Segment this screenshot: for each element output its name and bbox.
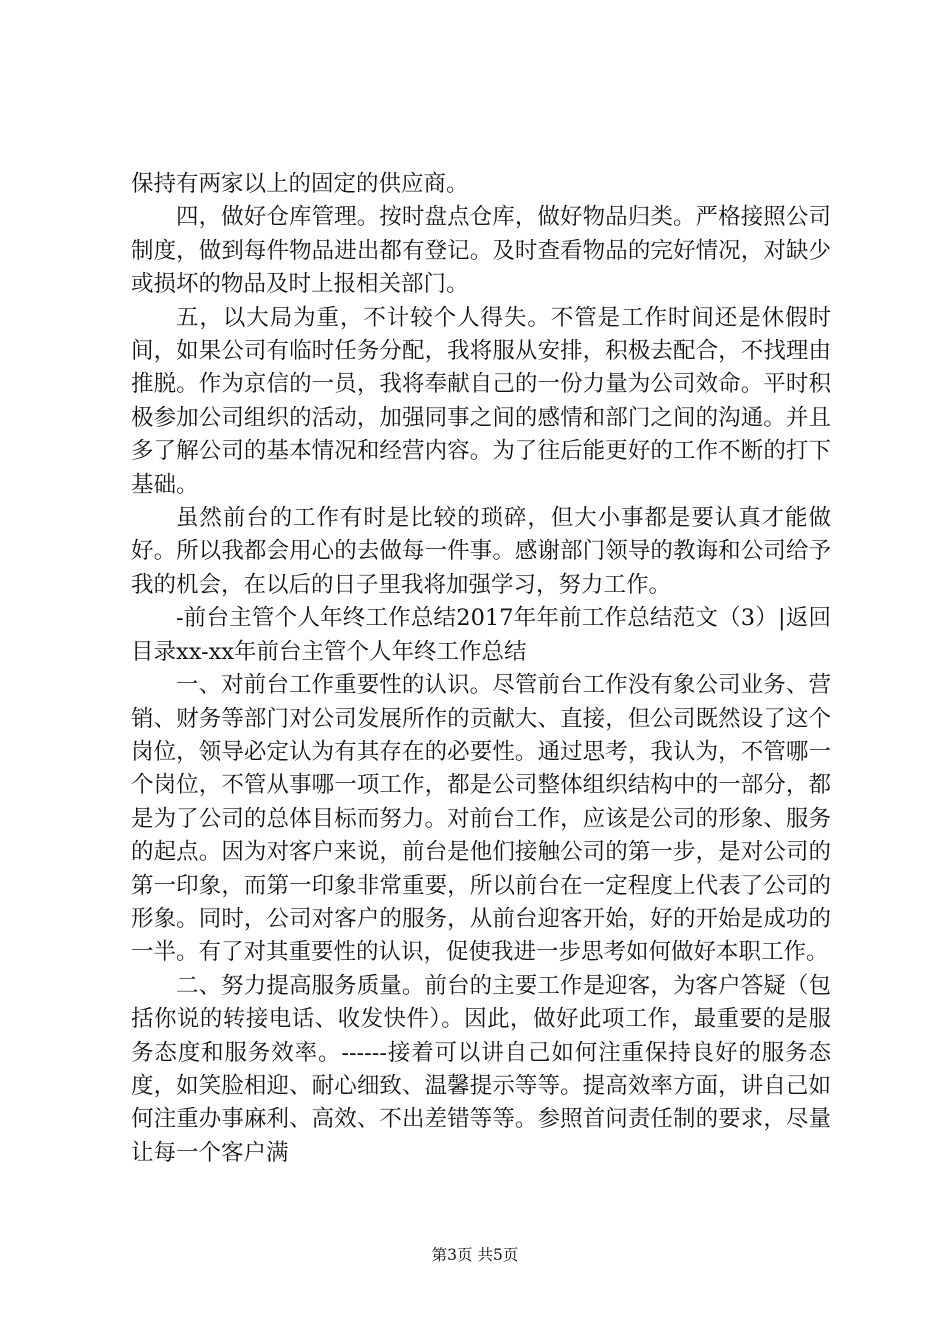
page-number-footer: 第3页 共5页 — [431, 1246, 519, 1264]
paragraph: 一、对前台工作重要性的认识。尽管前台工作没有象公司业务、营销、财务等部门对公司发展所作的贡献大、直接，但公司既然设了这个岗位，领导必定认为有其存在的必要性。通过思考，我认为，不管哪一个岗位，不管从事哪一项工作，都是公司整体组织结构中的一部分，都是为了公司的总体目标而努力。对前台工作，应该是公司的形象、服务的起点。因为对客户来说，前台是他们接触公司的第一步，是对公司的第一印象，而第一印象非常重要，所以前台在一定程度上代表了公司的形象。同时，公司对客户的服务，从前台迎客开始，好的开始是成功的一半。有了对其重要性的认识，促使我进一步思考如何做好本职工作。 — [131, 672, 831, 966]
paragraph: 四，做好仓库管理。按时盘点仓库，做好物品归类。严格接照公司制度，做到每件物品进出都有登记。及时查看物品的完好情况，对缺少或损坏的物品及时上报相关部门。 — [131, 204, 831, 298]
paragraph: 五，以大局为重，不计较个人得失。不管是工作时间还是休假时间，如果公司有临时任务分配，我将服从安排，积极去配合，不找理由推脱。作为京信的一员，我将奉献自己的一份力量为公司效命。平时积极参加公司组织的活动，加强同事之间的感情和部门之间的沟通。并且多了解公司的基本情况和经营内容。为了往后能更好的工作不断的打下基础。 — [131, 304, 831, 498]
paragraph: 保持有两家以上的固定的供应商。 — [131, 171, 469, 197]
section-heading-link: -前台主管个人年终工作总结2017年年前工作总结范文（3）|返回目录xx-xx年前台主管个人年终工作总结 — [131, 605, 831, 665]
paragraph: 虽然前台的工作有时是比较的琐碎，但大小事都是要认真才能做好。所以我都会用心的去做每一件事。感谢部门领导的教诲和公司给予我的机会，在以后的日子里我将加强学习，努力工作。 — [131, 505, 831, 598]
paragraph: 二、努力提高服务质量。前台的主要工作是迎客，为客户答疑（包括你说的转接电话、收发快件）。因此，做好此项工作，最重要的是服务态度和服务效率。------接着可以讲自己如何注重保持良好的服务态度，如笑脸相迎、耐心细致、温馨提示等等。提高效率方面，讲自己如何注重办事麻利、高效、不出差错等等。参照首问责任制的要求，尽量让每一个客户满 — [131, 972, 831, 1166]
document-body — [131, 168, 831, 1170]
